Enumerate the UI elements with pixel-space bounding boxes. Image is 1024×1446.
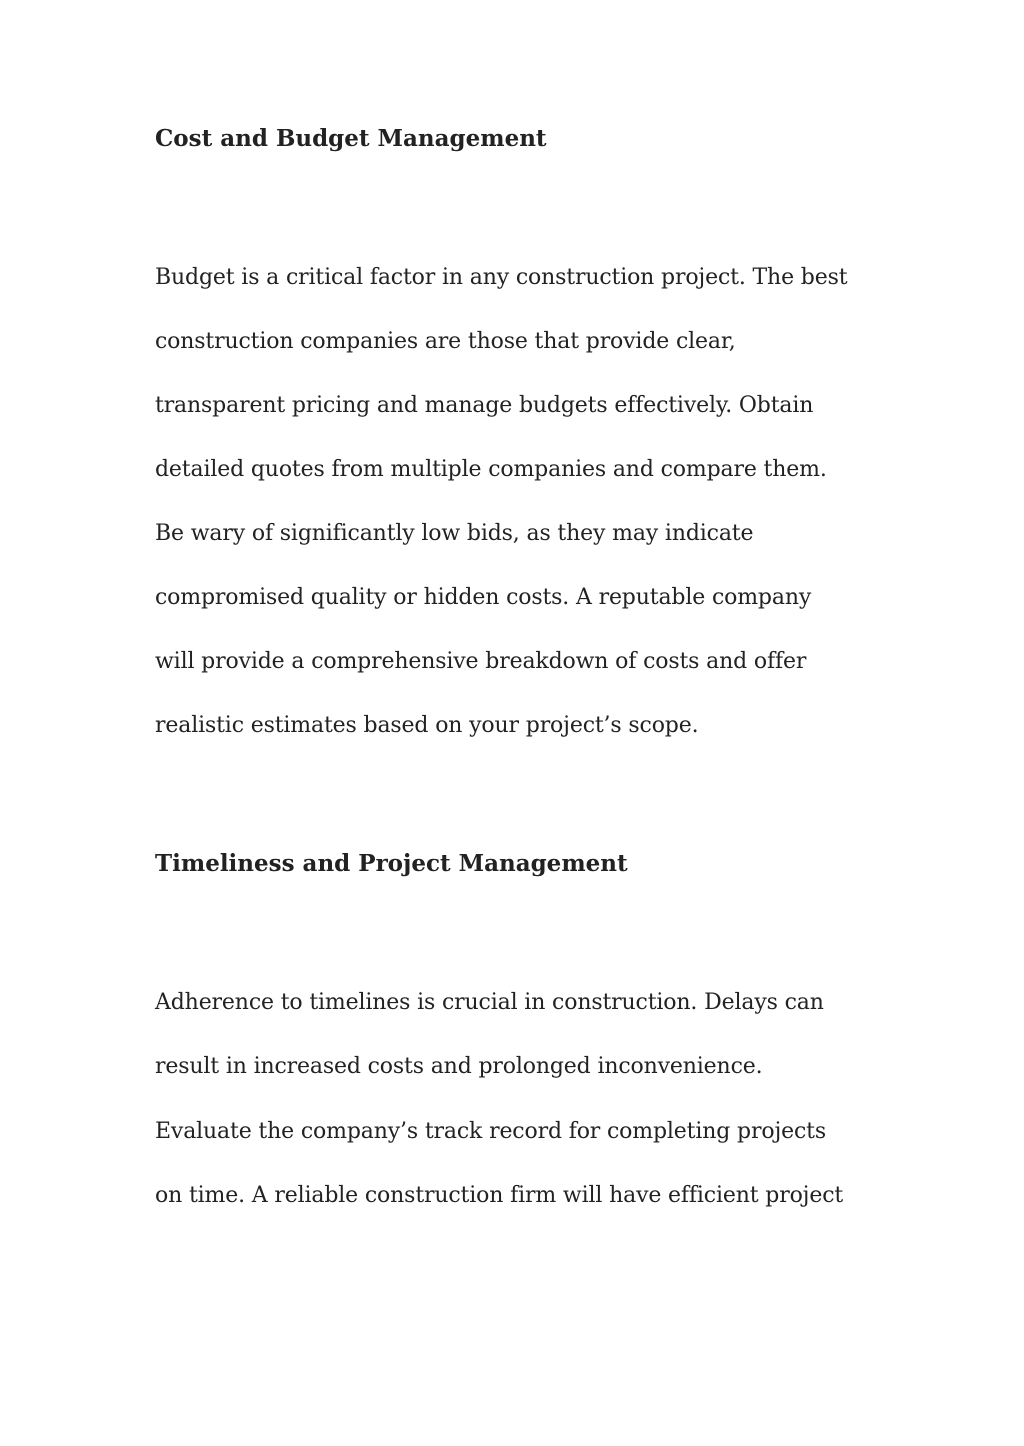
paragraph-line: detailed quotes from multiple companies and compare them. (155, 457, 827, 482)
paragraph-line: compromised quality or hidden costs. A reputable company (155, 585, 812, 610)
paragraph-line: realistic estimates based on your project’s scope. (155, 713, 699, 738)
paragraph-line: Budget is a critical factor in any construction project. The best (155, 265, 848, 290)
paragraph-line: Evaluate the company’s track record for completing projects (155, 1119, 826, 1144)
section-heading-cost-budget: Cost and Budget Management (155, 125, 547, 152)
paragraph-line: construction companies are those that provide clear, (155, 329, 736, 354)
paragraph-line: transparent pricing and manage budgets effectively. Obtain (155, 393, 814, 418)
paragraph-line: result in increased costs and prolonged inconvenience. (155, 1054, 763, 1079)
paragraph-line: Adherence to timelines is crucial in construction. Delays can (155, 990, 824, 1015)
paragraph-line: Be wary of significantly low bids, as they may indicate (155, 521, 754, 546)
paragraph-line: will provide a comprehensive breakdown of costs and offer (155, 649, 807, 674)
paragraph-line: on time. A reliable construction firm will have efficient project (155, 1183, 844, 1208)
section-heading-timeliness: Timeliness and Project Management (155, 850, 628, 877)
